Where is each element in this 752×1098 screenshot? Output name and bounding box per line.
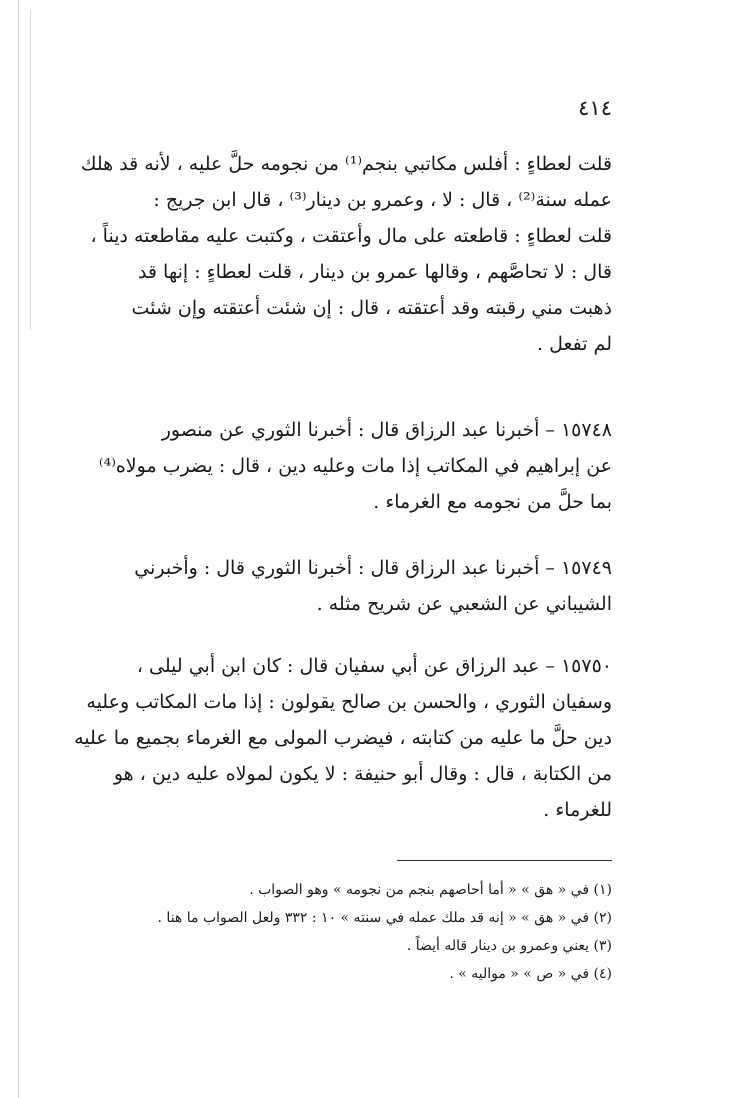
text-line: ١٥٧٤٨ – أخبرنا عبد الرزاق قال : أخبرنا الثوري عن منصور bbox=[161, 419, 612, 441]
text-line: لم تفعل . bbox=[536, 333, 612, 355]
text-line: من الكتابة ، قال : وقال أبو حنيفة : لا يكون لمولاه عليه دين ، هو bbox=[113, 763, 612, 785]
footnote-3: (٣) يعني وعمرو بن دينار قاله أيضاً . bbox=[406, 938, 612, 954]
text-line: دين حلَّ ما عليه من كتابته ، فيضرب المولى مع الغرماء بجميع ما عليه bbox=[74, 727, 612, 749]
text-line: قلت لعطاءٍ : قاطعته على مال وأعتقت ، وكتبت عليه مقاطعته ديناً ، bbox=[90, 225, 612, 247]
footnote-4: (٤) في « ص » « مواليه » . bbox=[449, 966, 612, 982]
paragraph-15748 bbox=[57, 412, 612, 520]
paragraph-15749 bbox=[57, 550, 612, 622]
text-line: بما حلَّ من نجومه مع الغرماء . bbox=[373, 491, 612, 513]
footnote-separator bbox=[397, 860, 612, 861]
footnotes bbox=[57, 876, 612, 988]
text-line: ١٥٧٤٩ – أخبرنا عبد الرزاق قال : أخبرنا الثوري قال : وأخبرني bbox=[134, 557, 612, 579]
text-line: قال : لا تحاصَّهم ، وقالها عمرو بن دينار ، قلت لعطاءٍ : إنها قد bbox=[137, 261, 612, 283]
footnote-1: (١) في « هق » « أما أحاصهم بنجم من نجومه » وهو الصواب . bbox=[249, 882, 612, 898]
text-line: عمله سنة⁽²⁾ ، قال : لا ، وعمرو بن دينار⁽³⁾ ، قال ابن جريج : bbox=[153, 189, 612, 211]
page-edge-line-inner bbox=[30, 10, 31, 330]
text-line: الشيباني عن الشعبي عن شريح مثله . bbox=[316, 593, 612, 615]
text-line: عن إبراهيم في المكاتب إذا مات وعليه دين ، قال : يضرب مولاه⁽⁴⁾ bbox=[98, 455, 612, 477]
text-line: للغرماء . bbox=[543, 799, 612, 821]
text-line: قلت لعطاءٍ : أفلس مكاتبي بنجم⁽¹⁾ من نجومه حلَّ عليه ، لأنه قد هلك bbox=[80, 153, 612, 175]
text-line: ذهبت مني رقبته وقد أعتقته ، قال : إن شئت أعتقته وإن شئت bbox=[131, 297, 612, 319]
page-number: ٤١٤ bbox=[578, 96, 612, 120]
paragraph-1 bbox=[57, 146, 612, 362]
paragraph-15750 bbox=[57, 648, 612, 828]
text-line: وسفيان الثوري ، والحسن بن صالح يقولون : إذا مات المكاتب وعليه bbox=[86, 691, 612, 713]
page-edge-line bbox=[18, 0, 19, 1098]
footnote-2: (٢) في « هق » « إنه قد ملك عمله في سنته » ١٠ : ٣٣٢ ولعل الصواب ما هنا . bbox=[157, 910, 612, 926]
text-line: ١٥٧٥٠ – عبد الرزاق عن أبي سفيان قال : كان ابن أبي ليلى ، bbox=[136, 655, 612, 677]
